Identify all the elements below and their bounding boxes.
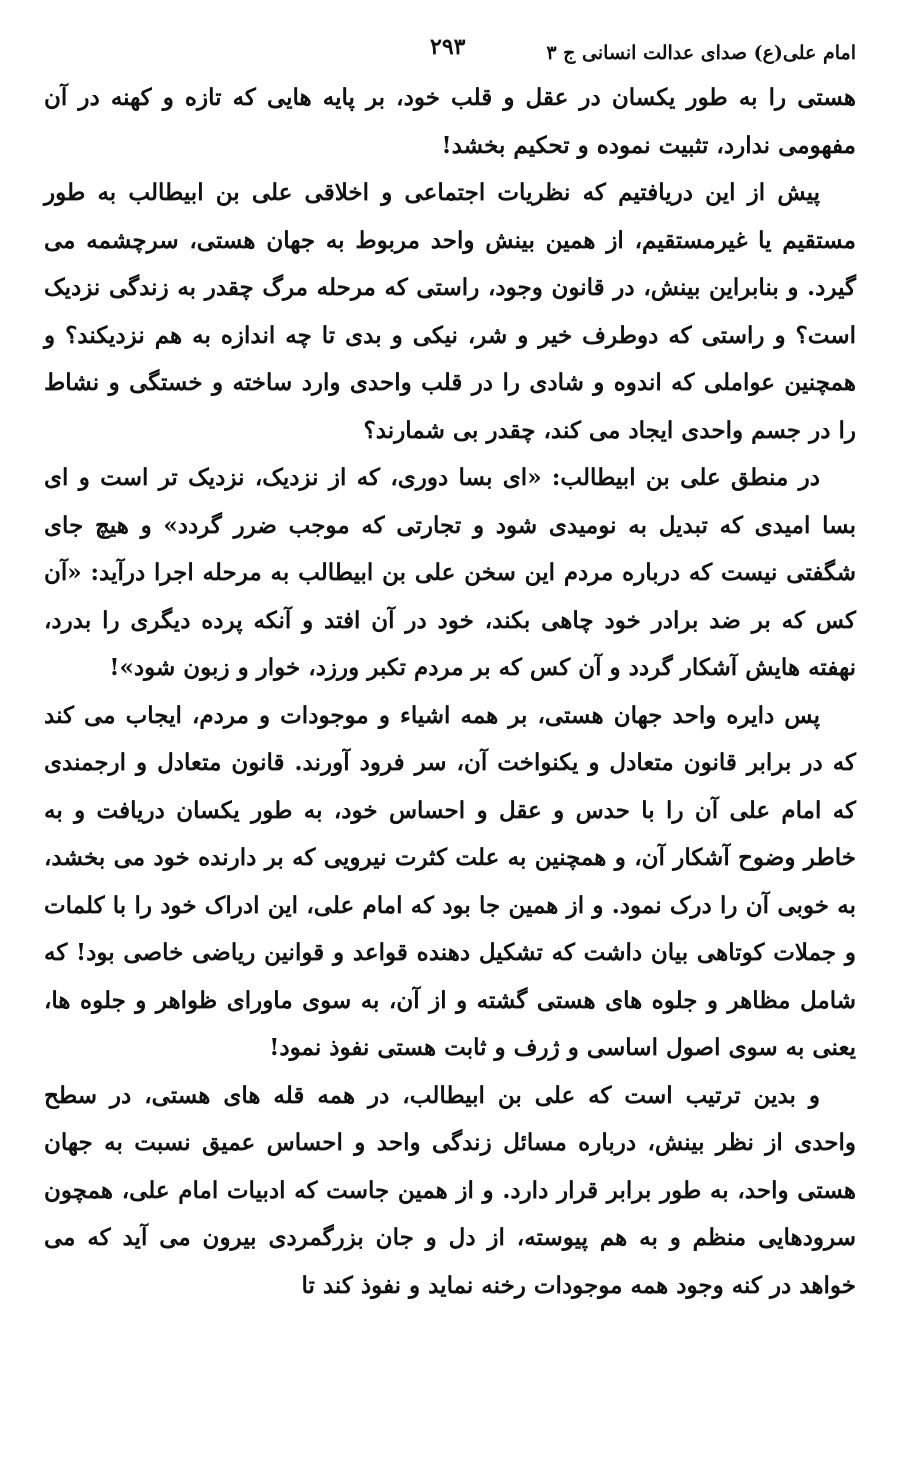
book-page — [44, 30, 856, 1309]
paragraph: پیش از این دریافتیم که نظریات اجتماعی و اخلاقی علی بن ابیطالب به طور مستقیم یا غیرمستقیم، از همین بینش واحد مربوط به جهان هستی، سرچشمه می گیرد. و بنابراین بینش، در قانون وجود، راستی که مرحله مرگ چقدر به زندگی نزدیک است؟ و راستی که دوطرف خیر و شر، نیکی و بدی تا چه اندازه به هم نزدیکند؟ و همچنین عواملی که اندوه و شادی را در قلب واحدی وارد ساخته و خستگی و نشاط را در جسم واحدی ایجاد می کند، چقدر بی شمارند؟ — [44, 179, 856, 444]
page-number: ۲۹۳ — [430, 34, 466, 60]
paragraph: پس دایره واحد جهان هستی، بر همه اشیاء و موجودات و مردم، ایجاب می کند که در برابر قانون متعادل و یکنواخت آن، سر فرود آورند. قانون متعادل و ارجمندی که امام علی آن را با حدس و عقل و احساس خود، به طور یکسان دریافت و به خاطر وضوح آشکار آن، و همچنین به علت کثرت نیرویی که بر دارنده خود می بخشد، به خوبی آن را درک نمود. و از همین جا بود که امام علی، این ادراک خود را با کلمات و جملات کوتاهی بیان داشت که تشکیل دهنده قواعد و قوانین ریاضی خاصی بود! که شامل مظاهر و جلوه های هستی گشته و از آن، به سوی ماورای ظواهر و جلوه ها، یعنی به سوی اصول اساسی و ژرف و ثابت هستی نفوذ نمود! — [44, 701, 856, 1061]
running-title: امام علی(ع) صدای عدالت انسانی ج ۳ — [546, 42, 856, 64]
paragraph: در منطق علی بن ابیطالب: «ای بسا دوری، که از نزدیک، نزدیک تر است و ای بسا امیدی که تبدیل به نومیدی شود و تجارتی که موجب ضرر گردد» و هیچ جای شگفتی نیست که درباره مردم این سخن علی بن ابیطالب به مرحله اجرا درآید: «آن کس که بر ضد برادر خود چاهی بکند، خود در آن افتد و آنکه پرده دیگری را بدرد، نهفته هایش آشکار گردد و آن کس که بر مردم تکبر ورزد، خوار و زبون شود»! — [44, 464, 856, 681]
page-header — [44, 30, 856, 74]
paragraph-continuation: هستی را به طور یکسان در عقل و قلب خود، بر پایه هایی که تازه و کهنه در آن مفهومی ندارد، تثبیت نموده و تحکیم بخشد! — [44, 84, 856, 159]
paragraph: و بدین ترتیب است که علی بن ابیطالب، در همه قله های هستی، در سطح واحدی از نظر بینش، درباره مسائل زندگی واحد و احساس عمیق نسبت به جهان هستی واحد، به طور برابر قرار دارد. و از همین جاست که ادبیات امام علی، همچون سرودهایی منظم و به هم پیوسته، از دل و جان بزرگمردی بیرون می آید که می خواهد در کنه وجود همه موجودات رخنه نماید و نفوذ کند تا — [44, 1081, 856, 1299]
body-text — [44, 74, 856, 1309]
